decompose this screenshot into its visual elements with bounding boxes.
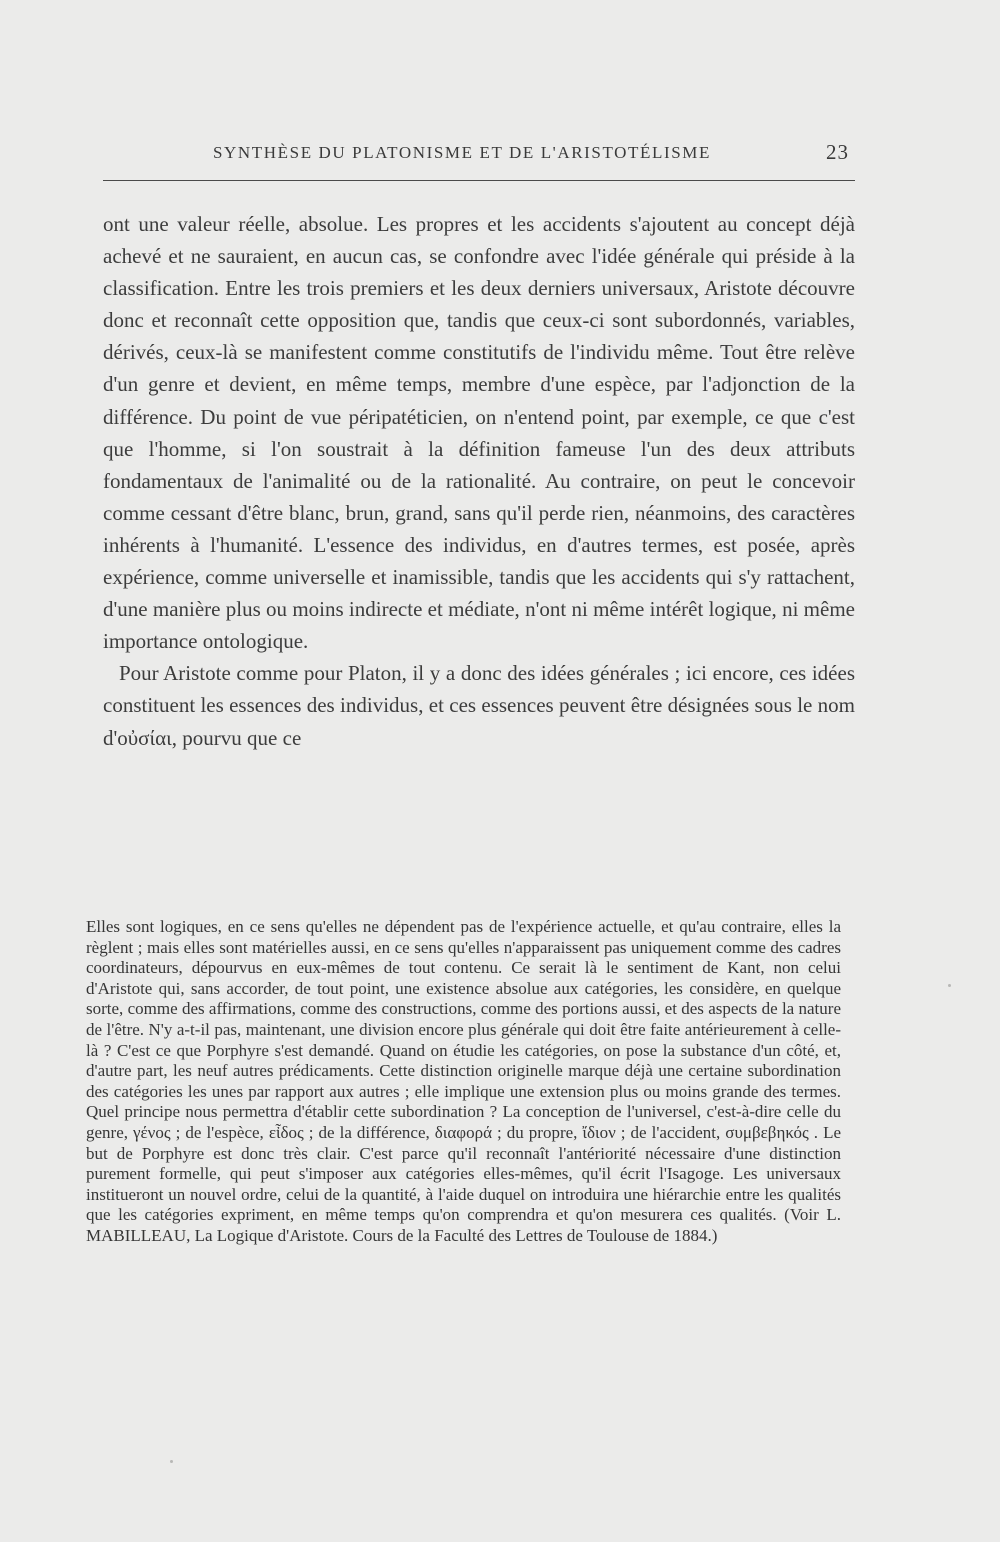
main-text (103, 208, 855, 754)
running-title: SYNTHÈSE DU PLATONISME ET DE L'ARISTOTÉLISME (213, 143, 711, 162)
footnote-text: Elles sont logiques, en ce sens qu'elles ne dépendent pas de l'expérience actuelle, et qu'au contraire, elles la règlent ; mais elles sont matérielles aussi, en ce sens qu'elles n'apparaissent pas uniquement comme des cadres coordinateurs, dépourvus en eux-mêmes de tout contenu. Ce serait là le sentiment de Kant, non celui d'Aristote qui, sans accorder, de tout point, une existence absolue aux catégories, les considère, en quelque sorte, comme des affirmations, comme des constructions, comme des portions aussi, et des aspects de la nature de l'être. N'y a-t-il pas, maintenant, une division encore plus générale qui doit être faite antérieurement à celle-là ? C'est ce que Porphyre s'est demandé. Quand on étudie les catégories, on pose la substance d'un côté, et, d'autre part, les neuf autres prédicaments. Cette distinction originelle marque déjà une certaine subordination des catégories les unes par rapport aux autres ; elle implique une extension plus ou moins grande des termes. Quel principe nous permettra d'établir cette subordination ? La conception de l'universel, c'est-à-dire celle du genre, γένος ; de l'espèce, εἶδος ; de la différence, διαφορά ; du propre, ἴδιον ; de l'accident, συμβεβηκός . Le but de Porphyre est donc très clair. C'est parce qu'il reconnaît l'antériorité nécessaire d'une distinction purement formelle, qui peut s'imposer aux catégories elles-mêmes, qu'il écrit l'Isagoge. Les universaux institueront un nouvel ordre, celui de la quantité, à l'aide duquel on introduira une hiérarchie entre les qualités que les catégories expriment, en même temps qu'on comprendra et qu'on mesurera ces qualités. (Voir L. MABILLEAU, La Logique d'Aristote. Cours de la Faculté des Lettres de Toulouse de 1884.) (86, 917, 841, 1245)
page-number: 23 (826, 140, 849, 164)
footnote (86, 917, 841, 1247)
paper-fleck (948, 984, 951, 987)
body-paragraph: ont une valeur réelle, absolue. Les propres et les accidents s'ajoutent au concept déjà achevé et ne sauraient, en aucun cas, se confondre avec l'idée générale qui préside à la classification. Entre les trois premiers et les deux derniers universaux, Aristote découvre donc et reconnaît cette opposition que, tandis que ceux-ci sont subordonnés, variables, dérivés, ceux-là se manifestent comme constitutifs de l'individu même. Tout être relève d'un genre et devient, en même temps, membre d'une espèce, par l'adjonction de la différence. Du point de vue péripatéticien, on n'entend point, par exemple, ce que c'est que l'homme, si l'on soustrait à la définition fameuse l'un des deux attributs fondamentaux de l'animalité ou de la rationalité. Au contraire, on peut le concevoir comme cessant d'être blanc, brun, grand, sans qu'il perde rien, néanmoins, des caractères inhérents à l'humanité. L'essence des individus, en d'autres termes, est posée, après expérience, comme universelle et inamissible, tandis que les accidents qui s'y rattachent, d'une manière plus ou moins indirecte et médiate, n'ont ni même intérêt logique, ni même importance ontologique. (103, 212, 855, 654)
paper-fleck (170, 1460, 173, 1463)
header-rule (103, 180, 855, 181)
running-head (103, 140, 855, 170)
body-paragraph: Pour Aristote comme pour Platon, il y a donc des idées générales ; ici encore, ces idées constituent les essences des individus, et ces essences peuvent être désignées sous le nom d'οὐσίαι, pourvu que ce (103, 661, 855, 750)
